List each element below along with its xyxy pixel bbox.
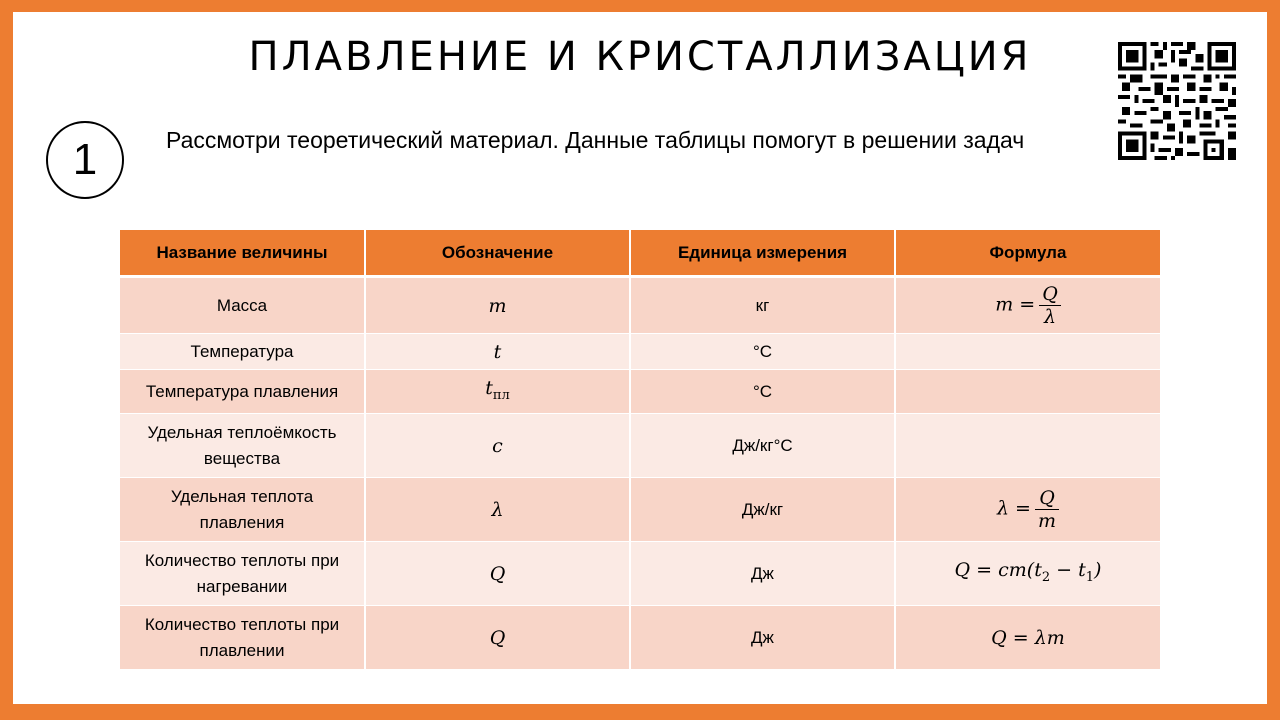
quantity-formula: $Q = cm(t_2 - t_1)$ bbox=[895, 542, 1160, 606]
quantity-unit: Дж bbox=[630, 542, 895, 606]
quantity-name: Температура плавления bbox=[120, 370, 365, 414]
quantity-name: Удельная теплоёмкость вещества bbox=[120, 414, 365, 478]
quantity-symbol: $t_{пл}$ bbox=[365, 370, 630, 414]
quantity-unit: Дж bbox=[630, 606, 895, 670]
quantity-symbol: Q bbox=[365, 542, 630, 606]
quantity-name: Количество теплоты при плавлении bbox=[120, 606, 365, 670]
column-header-symbol: Обозначение bbox=[365, 230, 630, 277]
quantity-symbol: c bbox=[365, 414, 630, 478]
table-row bbox=[120, 542, 1160, 606]
table-row bbox=[120, 414, 1160, 478]
table-row bbox=[120, 277, 1160, 334]
quantity-symbol: λ bbox=[365, 478, 630, 542]
table-header-row bbox=[120, 230, 1160, 277]
quantity-symbol: t bbox=[365, 334, 630, 370]
quantities-table bbox=[120, 230, 1160, 670]
quantity-unit: Дж/кг bbox=[630, 478, 895, 542]
intro-text: Рассмотри теоретический материал. Данные таблицы помогут в решении задач bbox=[166, 127, 1025, 153]
step-number-badge: 1 bbox=[46, 121, 124, 199]
table-row bbox=[120, 334, 1160, 370]
column-header-unit: Единица измерения bbox=[630, 230, 895, 277]
quantity-unit: °С bbox=[630, 370, 895, 414]
quantity-formula: Q = λm bbox=[895, 606, 1160, 670]
quantity-name: Количество теплоты при нагревании bbox=[120, 542, 365, 606]
quantity-unit: кг bbox=[630, 277, 895, 334]
quantity-symbol: m bbox=[365, 277, 630, 334]
quantity-formula: λ = $\frac{Q}{m}$ bbox=[895, 478, 1160, 542]
column-header-name: Название величины bbox=[120, 230, 365, 277]
quantity-formula bbox=[895, 334, 1160, 370]
quantity-unit: Дж/кг°С bbox=[630, 414, 895, 478]
quantity-unit: °С bbox=[630, 334, 895, 370]
slide bbox=[13, 12, 1267, 704]
table-row bbox=[120, 606, 1160, 670]
table-row bbox=[120, 370, 1160, 414]
column-header-formula: Формула bbox=[895, 230, 1160, 277]
quantity-name: Температура bbox=[120, 334, 365, 370]
quantity-symbol: Q bbox=[365, 606, 630, 670]
quantity-formula bbox=[895, 414, 1160, 478]
table-row bbox=[120, 478, 1160, 542]
quantity-formula bbox=[895, 370, 1160, 414]
quantity-name: Удельная теплота плавления bbox=[120, 478, 365, 542]
quantity-name: Масса bbox=[120, 277, 365, 334]
qr-code-icon bbox=[1118, 42, 1236, 160]
quantity-formula: m = $\frac{Q}{\lambda}$ bbox=[895, 277, 1160, 334]
page-title: ПЛАВЛЕНИЕ И КРИСТАЛЛИЗАЦИЯ bbox=[248, 34, 1032, 80]
